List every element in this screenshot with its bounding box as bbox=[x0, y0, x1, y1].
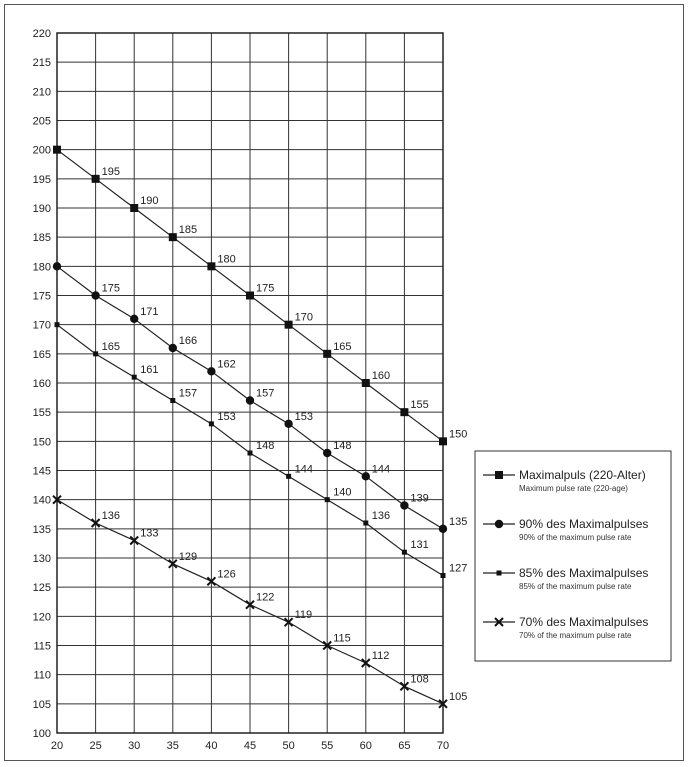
y-tick-label: 175 bbox=[32, 290, 51, 303]
x-tick-label: 35 bbox=[166, 740, 179, 752]
y-tick-label: 125 bbox=[32, 582, 51, 595]
data-label: 180 bbox=[217, 253, 236, 266]
legend-entry-subtitle: 90% of the maximum pulse rate bbox=[519, 533, 632, 542]
data-label: 122 bbox=[256, 591, 275, 604]
data-label: 139 bbox=[410, 492, 429, 505]
data-label: 166 bbox=[178, 335, 198, 347]
data-point bbox=[169, 344, 177, 352]
data-point bbox=[246, 396, 254, 404]
data-label: 175 bbox=[101, 282, 120, 295]
data-point bbox=[286, 474, 291, 479]
y-tick-label: 100 bbox=[32, 728, 51, 740]
y-tick-label: 170 bbox=[32, 319, 51, 332]
legend-box bbox=[475, 451, 671, 661]
chart-frame bbox=[4, 4, 684, 761]
data-label: 157 bbox=[256, 387, 275, 400]
data-label: 185 bbox=[178, 224, 198, 237]
data-point bbox=[363, 521, 368, 526]
y-tick-label: 195 bbox=[32, 173, 51, 186]
data-point bbox=[439, 437, 447, 445]
data-label: 157 bbox=[178, 387, 198, 400]
data-label: 165 bbox=[101, 340, 120, 353]
data-point bbox=[53, 146, 61, 154]
data-point bbox=[323, 449, 331, 457]
data-label: 153 bbox=[217, 410, 236, 423]
data-label: 131 bbox=[410, 539, 429, 552]
data-point bbox=[400, 501, 408, 509]
data-point bbox=[132, 375, 137, 380]
data-label: 144 bbox=[294, 463, 313, 476]
legend-entry-subtitle: 85% of the maximum pulse rate bbox=[519, 582, 632, 591]
data-label: 135 bbox=[449, 515, 468, 528]
data-point bbox=[284, 420, 292, 428]
data-label: 112 bbox=[371, 650, 390, 662]
y-tick-label: 130 bbox=[32, 553, 51, 565]
legend-marker bbox=[497, 571, 502, 576]
data-label: 136 bbox=[101, 510, 120, 522]
data-label: 171 bbox=[140, 305, 159, 318]
data-point bbox=[207, 262, 215, 270]
data-point bbox=[130, 204, 138, 212]
y-tick-label: 150 bbox=[32, 436, 51, 449]
data-point bbox=[91, 291, 99, 299]
pulse-rate-chart bbox=[5, 5, 685, 762]
x-tick-label: 60 bbox=[359, 740, 372, 752]
y-tick-label: 105 bbox=[32, 698, 51, 711]
data-label: 126 bbox=[217, 568, 236, 581]
data-label: 136 bbox=[371, 510, 391, 522]
y-tick-label: 215 bbox=[32, 57, 51, 70]
legend-entry-subtitle: 70% of the maximum pulse rate bbox=[519, 631, 632, 640]
x-tick-label: 25 bbox=[89, 740, 102, 752]
data-point bbox=[209, 421, 214, 426]
y-tick-label: 210 bbox=[32, 86, 51, 99]
data-label: 190 bbox=[140, 195, 159, 207]
legend bbox=[475, 451, 671, 661]
data-point bbox=[55, 322, 60, 327]
data-label: 165 bbox=[333, 340, 352, 353]
legend-entry-subtitle: Maximum pulse rate (220-age) bbox=[519, 484, 628, 493]
y-tick-label: 115 bbox=[33, 640, 51, 653]
data-label: 175 bbox=[256, 282, 275, 295]
y-tick-label: 200 bbox=[32, 144, 51, 157]
y-tick-label: 160 bbox=[32, 378, 51, 390]
y-tick-label: 180 bbox=[32, 261, 51, 274]
data-point bbox=[400, 408, 408, 416]
data-label: 148 bbox=[333, 440, 352, 452]
legend-marker bbox=[495, 471, 503, 479]
legend-entry-name: Maximalpuls (220-Alter) bbox=[519, 468, 646, 482]
data-label: 150 bbox=[449, 428, 468, 441]
data-point bbox=[402, 550, 407, 555]
data-label: 160 bbox=[371, 370, 391, 382]
data-point bbox=[362, 379, 370, 387]
data-label: 144 bbox=[371, 463, 391, 476]
data-point bbox=[130, 315, 138, 323]
data-label: 127 bbox=[449, 562, 468, 575]
legend-entry-name: 70% des Maximalpulses bbox=[519, 615, 649, 629]
data-point bbox=[93, 351, 98, 356]
data-label: 195 bbox=[101, 165, 120, 178]
data-point bbox=[325, 497, 330, 502]
data-label: 148 bbox=[256, 440, 275, 452]
data-label: 161 bbox=[140, 364, 159, 377]
y-tick-label: 140 bbox=[32, 494, 51, 507]
data-label: 105 bbox=[449, 690, 468, 703]
legend-entry-name: 90% des Maximalpulses bbox=[519, 517, 649, 531]
x-tick-label: 45 bbox=[243, 740, 257, 752]
data-label: 162 bbox=[217, 358, 236, 371]
legend-marker bbox=[495, 520, 503, 528]
x-tick-label: 40 bbox=[205, 740, 218, 752]
y-tick-label: 165 bbox=[32, 348, 51, 361]
data-label: 108 bbox=[410, 673, 429, 686]
x-tick-label: 65 bbox=[398, 740, 411, 752]
data-point bbox=[92, 175, 100, 183]
data-point bbox=[53, 262, 61, 270]
data-point bbox=[248, 451, 253, 456]
data-point bbox=[207, 367, 215, 375]
y-tick-label: 120 bbox=[32, 611, 51, 624]
x-tick-label: 20 bbox=[50, 740, 64, 752]
data-point bbox=[285, 321, 293, 329]
data-labels bbox=[102, 166, 468, 703]
data-point bbox=[362, 472, 370, 480]
y-tick-label: 205 bbox=[32, 115, 51, 128]
data-label: 129 bbox=[178, 550, 198, 563]
y-tick-label: 135 bbox=[32, 523, 51, 536]
y-tick-label: 190 bbox=[32, 203, 51, 215]
x-tick-label: 70 bbox=[436, 740, 450, 752]
data-label: 153 bbox=[294, 410, 313, 423]
data-label: 119 bbox=[294, 609, 313, 622]
x-tick-label: 55 bbox=[321, 740, 334, 752]
x-tick-label: 30 bbox=[128, 740, 141, 752]
data-point bbox=[323, 350, 331, 358]
y-tick-label: 185 bbox=[32, 232, 51, 245]
data-point bbox=[439, 525, 447, 533]
data-label: 140 bbox=[333, 486, 352, 499]
legend-entry-name: 85% des Maximalpulses bbox=[519, 566, 649, 580]
data-label: 155 bbox=[410, 399, 429, 412]
x-tick-label: 50 bbox=[282, 740, 295, 752]
data-label: 170 bbox=[294, 311, 313, 324]
data-point bbox=[170, 398, 175, 403]
data-label: 133 bbox=[140, 527, 159, 540]
y-tick-label: 110 bbox=[33, 669, 51, 682]
y-tick-label: 220 bbox=[32, 28, 51, 40]
data-point bbox=[169, 233, 177, 241]
data-label: 115 bbox=[333, 632, 351, 645]
grid bbox=[57, 33, 443, 733]
data-point bbox=[246, 292, 254, 300]
y-tick-label: 145 bbox=[32, 465, 51, 478]
data-point bbox=[441, 573, 446, 578]
y-tick-label: 155 bbox=[32, 407, 51, 420]
